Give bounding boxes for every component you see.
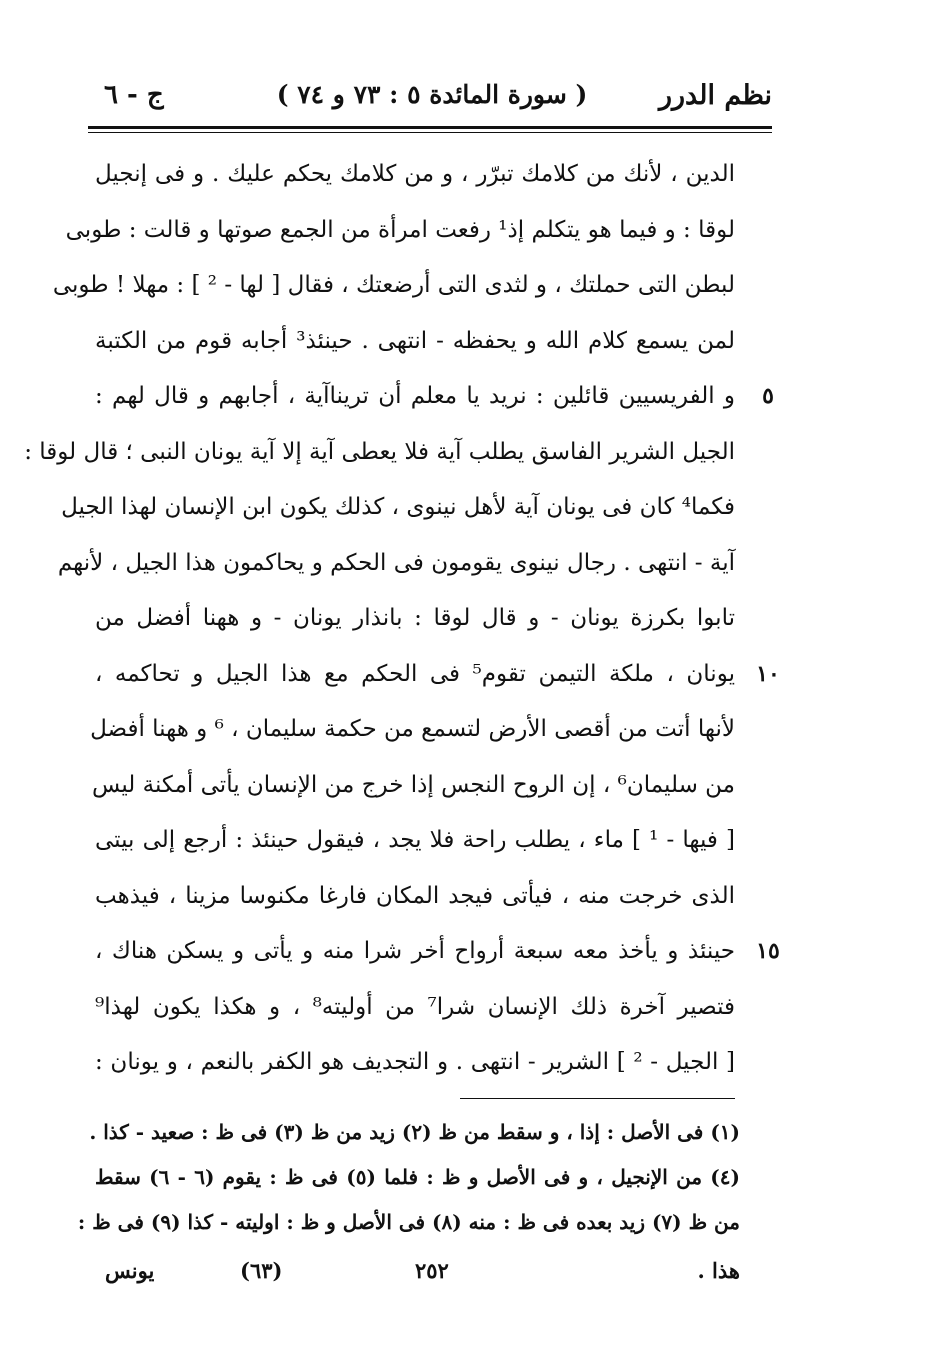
text-line: تابوا بكرزة يونان - و قال لوقا : بانذار يونان - و ههنا أفضل من bbox=[95, 605, 735, 631]
text-line: يونان ، ملكة التيمن تقوم⁵ فى الحكم مع هذا الجيل و تحاكمه ، bbox=[95, 660, 735, 687]
page-number: ٢٥٢ bbox=[415, 1258, 449, 1283]
text-line: الدين ، لأنك من كلامك تبرّر ، و من كلامك يحكم عليك . و فى إنجيل bbox=[95, 161, 735, 187]
text-line: من سليمان⁶ ، إن الروح النجس إذا خرج من الإنسان يأتى أمكنة ليس bbox=[92, 771, 735, 798]
line-number-10: ١٠ bbox=[756, 661, 780, 687]
text-line: لبطن التى حملتك ، و لثدى التى أرضعتك ، فقال [ لها - ² ] : مهلا ! طوبى bbox=[52, 272, 735, 298]
text-line: و الفريسيين قائلين : نريد يا معلم أن تريناآية ، أجابهم و قال لهم : bbox=[95, 383, 735, 409]
signature-mark: (٦٣) bbox=[240, 1258, 283, 1283]
page-footer bbox=[95, 1258, 740, 1292]
surah-reference: ( سورة المائدة ٥ : ٧٣ و ٧٤ ) bbox=[276, 80, 588, 109]
header-rule-thin bbox=[88, 132, 772, 133]
running-header bbox=[92, 80, 772, 124]
footnotes bbox=[77, 1110, 740, 1245]
text-line: لمن يسمع كلام الله و يحفظه - انتهى . حينئذ³ أجابه قوم من الكتبة bbox=[95, 327, 735, 354]
text-line: لوقا : و فيما هو يتكلم إذ¹ رفعت امرأة من الجمع صوتها و قالت : طوبى bbox=[65, 216, 735, 243]
book-title: نظم الدرر bbox=[658, 80, 772, 111]
text-line: الجيل الشرير الفاسق يطلب آية فلا يعطى آية إلا آية يونان النبى ؛ قال لوقا : bbox=[24, 438, 735, 465]
header-rule bbox=[88, 126, 772, 129]
footnote-line: (٤) من الإنجيل ، و فى الأصل و ظ : فلما (٥) فى ظ : يقوم (٦ - ٦) سقط bbox=[95, 1165, 740, 1189]
footnote-rule bbox=[460, 1098, 735, 1099]
surah-name: يونس bbox=[105, 1258, 155, 1283]
body-text bbox=[24, 147, 736, 1091]
footnote-continuation: هذا . bbox=[697, 1258, 740, 1283]
text-line: لأنها أتت من أقصى الأرض لتسمع من حكمة سليمان ، ⁶ و ههنا أفضل bbox=[90, 716, 735, 742]
text-line: فكما⁴ كان فى يونان آية لأهل نينوى ، كذلك يكون ابن الإنسان لهذا الجيل bbox=[61, 494, 735, 520]
line-number-15: ١٥ bbox=[756, 938, 780, 964]
text-line: [ الجيل - ² ] الشرير - انتهى . و التجديف هو الكفر بالنعم ، و يونان : bbox=[95, 1049, 736, 1075]
text-line: الذى خرجت منه ، فيأتى فيجد المكان فارغا مكنوسا مزينا ، فيذهب bbox=[95, 882, 735, 909]
text-line: [ فيها - ¹ ] ماء ، يطلب راحة فلا يجد ، فيقول حينئذ : أرجع إلى بيتى bbox=[95, 827, 735, 853]
footnote-line: من ظ (٧) زيد بعده فى ظ : منه (٨) فى الأصل و ظ : اوليته - كذا (٩) فى ظ : bbox=[77, 1210, 740, 1234]
text-line: حينئذ و يأخذ معه سبعة أرواح أخر شرا منه و يأتى و يسكن هناك ، bbox=[95, 938, 735, 964]
line-number-5: ٥ bbox=[762, 383, 774, 409]
footnote-line: (١) فى الأصل : إذا ، و سقط من ظ (٢) زيد من ظ (٣) فى ظ : صعيد - كذا . bbox=[89, 1120, 740, 1144]
text-line: آية - انتهى . رجال نينوى يقومون فى الحكم و يحاكمون هذا الجيل ، لأنهم bbox=[57, 549, 735, 576]
text-line: فتصير آخرة ذلك الإنسان شرا⁷ من أوليته⁸ ، و هكذا يكون لهذا⁹ bbox=[95, 993, 736, 1020]
volume-number: ج - ٦ bbox=[104, 80, 164, 110]
